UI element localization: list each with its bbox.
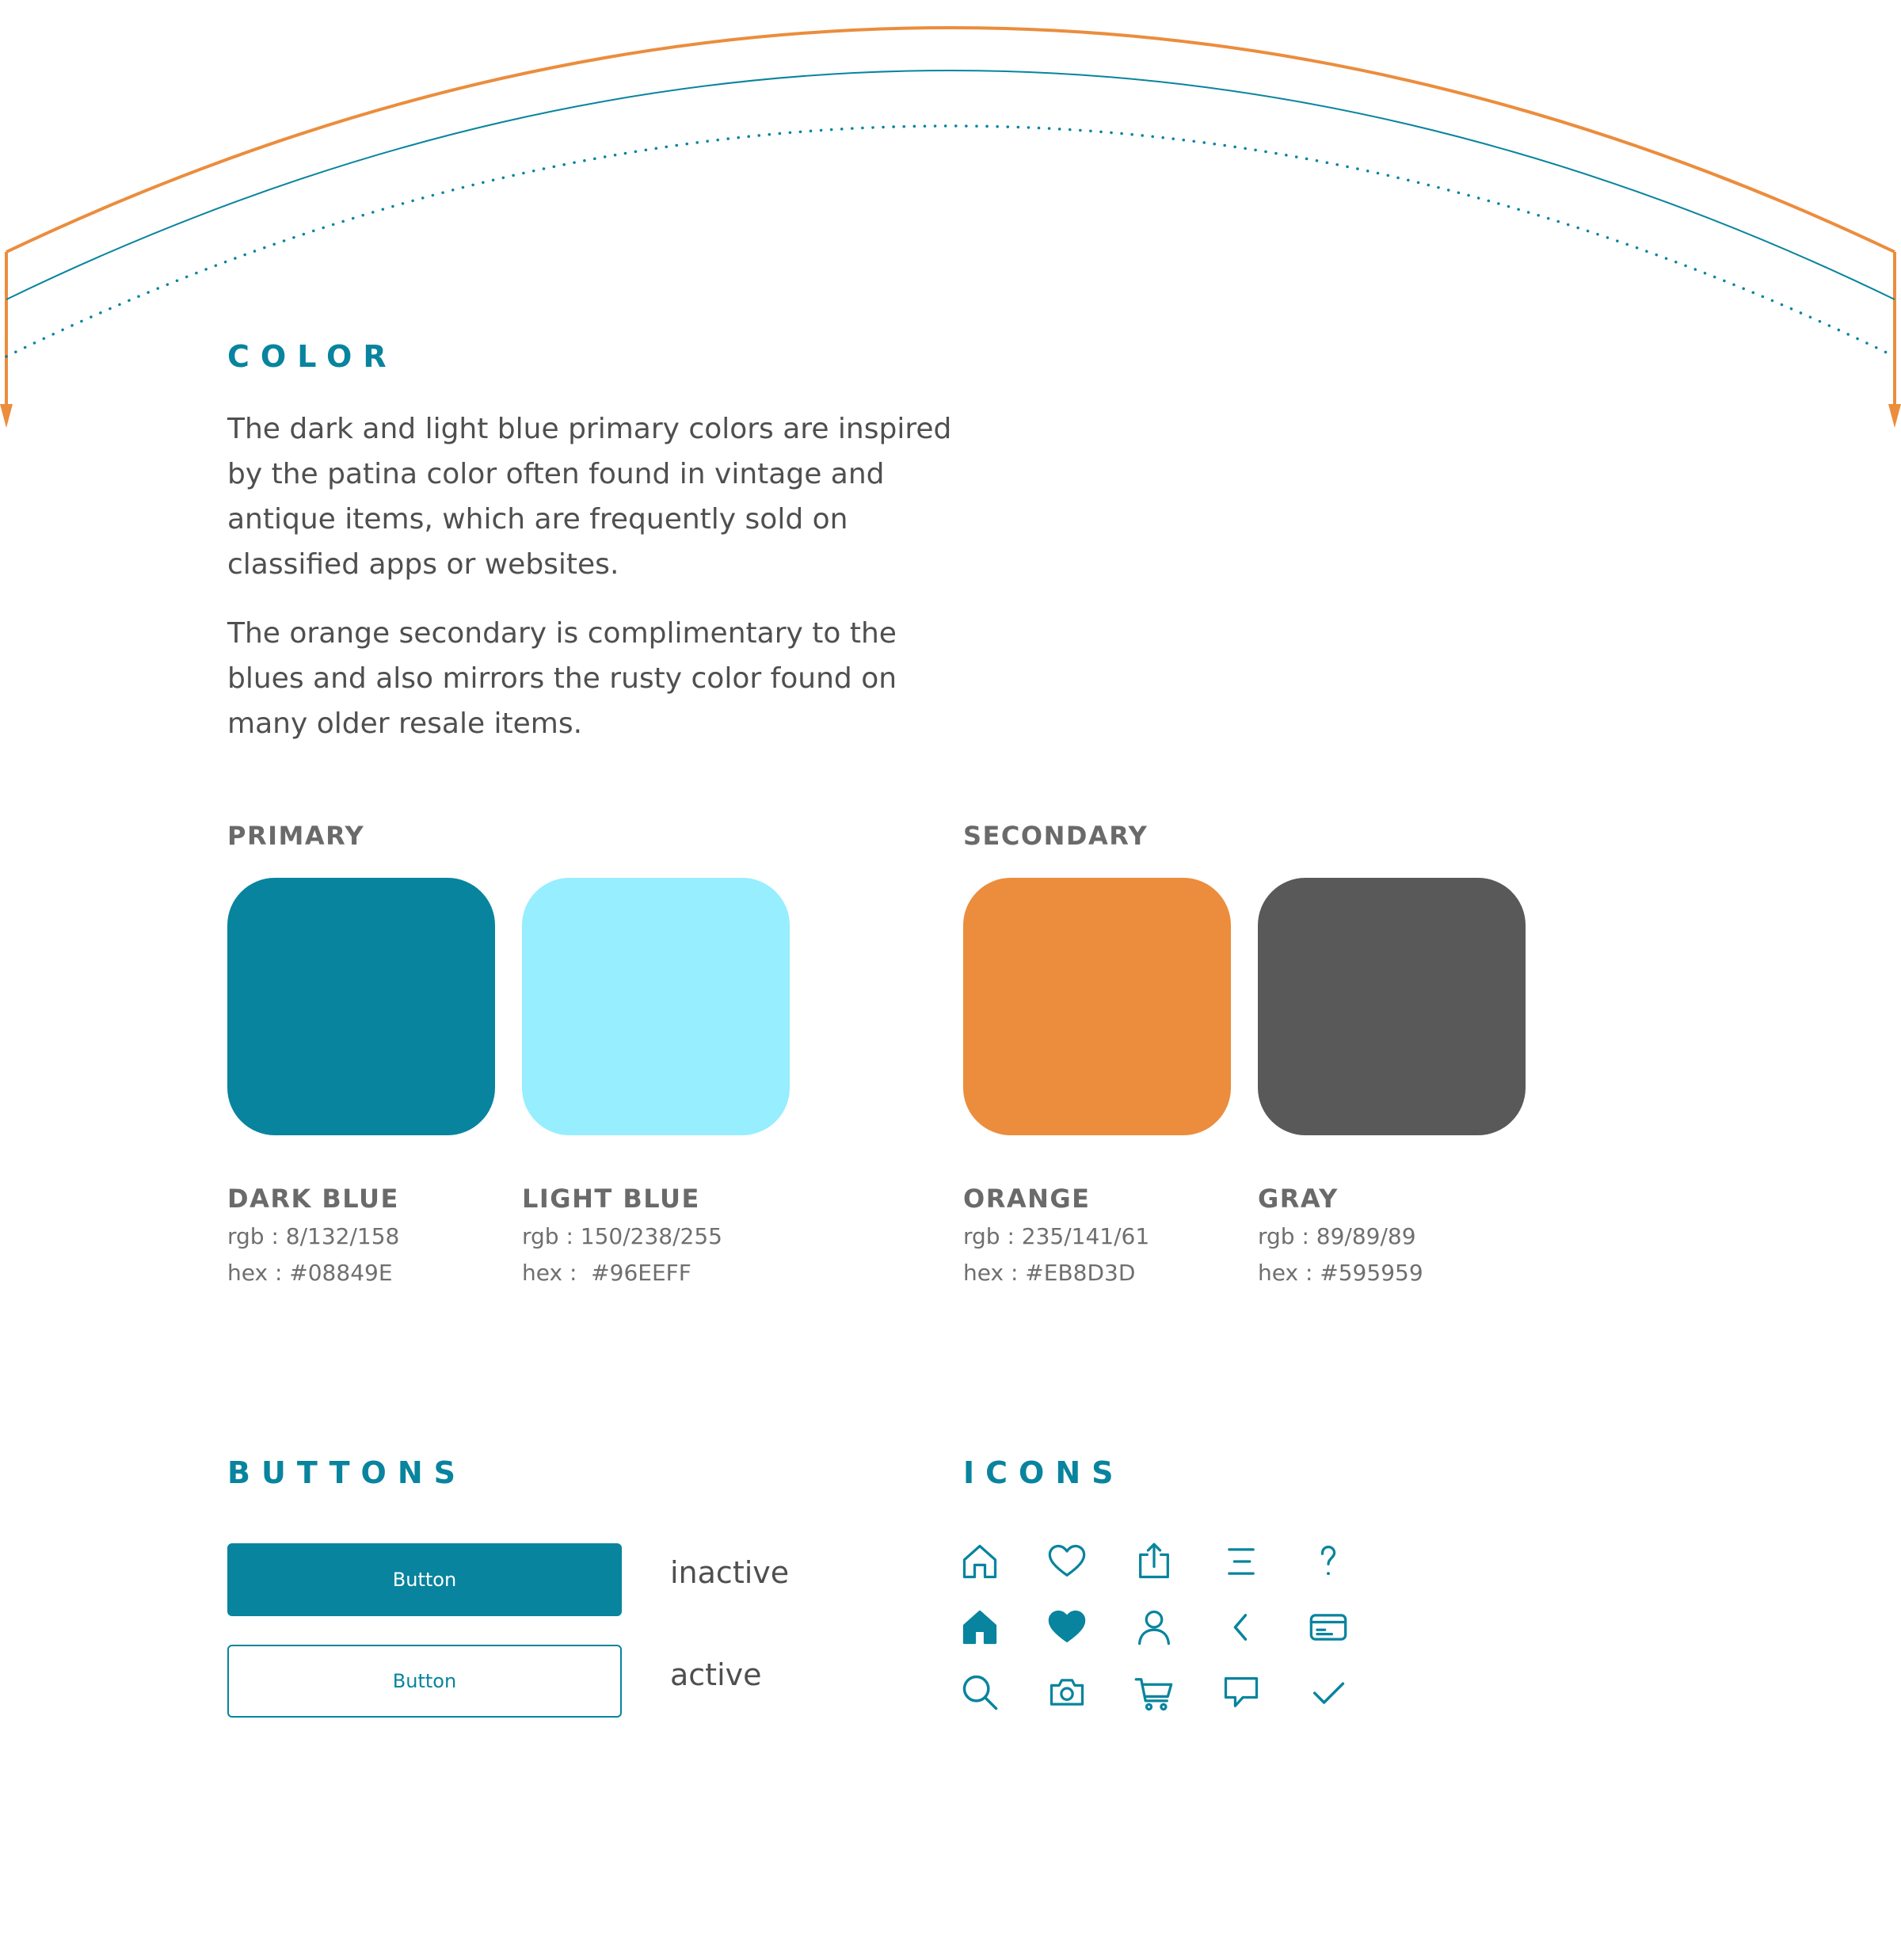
swatch-rgb: rgb : 8/132/158 — [227, 1223, 400, 1249]
card-icon[interactable] — [1308, 1607, 1349, 1648]
menu-icon[interactable] — [1221, 1541, 1262, 1582]
primary-label: PRIMARY — [227, 821, 365, 851]
orange-arc-right-arrowhead — [1888, 404, 1901, 428]
camera-icon[interactable] — [1046, 1672, 1088, 1713]
swatch-hex: hex : #08849E — [227, 1260, 393, 1286]
swatch-hex: hex : #96EEFF — [522, 1260, 691, 1286]
swatch-name: ORANGE — [963, 1184, 1091, 1214]
swatch-rgb: rgb : 89/89/89 — [1258, 1223, 1416, 1249]
home-outline-icon[interactable] — [959, 1541, 1000, 1582]
share-upload-icon[interactable] — [1133, 1541, 1175, 1582]
color-heading: COLOR — [227, 339, 398, 374]
cart-icon[interactable] — [1133, 1672, 1175, 1713]
swatch-rgb: rgb : 235/141/61 — [963, 1223, 1150, 1249]
color-description-1: The dark and light blue primary colors are inspired by the patina color often found in vintage and antique items, which are frequently sold on classified apps or websites. — [227, 413, 952, 581]
secondary-label: SECONDARY — [963, 821, 1149, 851]
swatch-gray — [1258, 878, 1526, 1135]
heart-outline-icon[interactable] — [1046, 1541, 1088, 1582]
swatch-name: DARK BLUE — [227, 1184, 399, 1214]
swatch-name: GRAY — [1258, 1184, 1339, 1214]
outline-button-state-label: active — [670, 1657, 762, 1692]
home-filled-icon[interactable] — [959, 1607, 1000, 1648]
decorative-arcs — [0, 0, 1901, 444]
swatch-light-blue-info — [522, 1184, 791, 1291]
filled-button[interactable]: Button — [227, 1543, 622, 1616]
search-icon[interactable] — [959, 1672, 1000, 1713]
chat-bubble-icon[interactable] — [1221, 1672, 1262, 1713]
swatch-hex: hex : #EB8D3D — [963, 1260, 1136, 1286]
filled-button-state-label: inactive — [670, 1555, 790, 1590]
swatch-light-blue — [522, 878, 790, 1135]
blue-arc — [6, 71, 1895, 299]
swatch-orange — [963, 878, 1231, 1135]
chevron-left-icon[interactable] — [1221, 1607, 1262, 1648]
help-question-icon[interactable] — [1308, 1541, 1349, 1582]
buttons-heading: BUTTONS — [227, 1455, 467, 1490]
color-description-2: The orange secondary is complimentary to the blues and also mirrors the rusty color found on many older resale items. — [227, 617, 897, 740]
swatch-rgb: rgb : 150/238/255 — [522, 1223, 722, 1249]
swatch-gray-info — [1258, 1184, 1527, 1291]
swatch-hex: hex : #595959 — [1258, 1260, 1423, 1286]
check-icon[interactable] — [1308, 1672, 1349, 1713]
dotted-arc — [6, 126, 1895, 357]
heart-filled-icon[interactable] — [1046, 1607, 1088, 1648]
swatch-name: LIGHT BLUE — [522, 1184, 700, 1214]
outline-button[interactable]: Button — [227, 1645, 622, 1718]
swatch-dark-blue — [227, 878, 495, 1135]
orange-arc — [6, 28, 1895, 252]
icons-heading: ICONS — [963, 1455, 1125, 1490]
user-icon[interactable] — [1133, 1607, 1175, 1648]
swatch-orange-info — [963, 1184, 1232, 1291]
orange-arc-left-arrowhead — [0, 404, 13, 428]
swatch-dark-blue-info — [227, 1184, 497, 1291]
